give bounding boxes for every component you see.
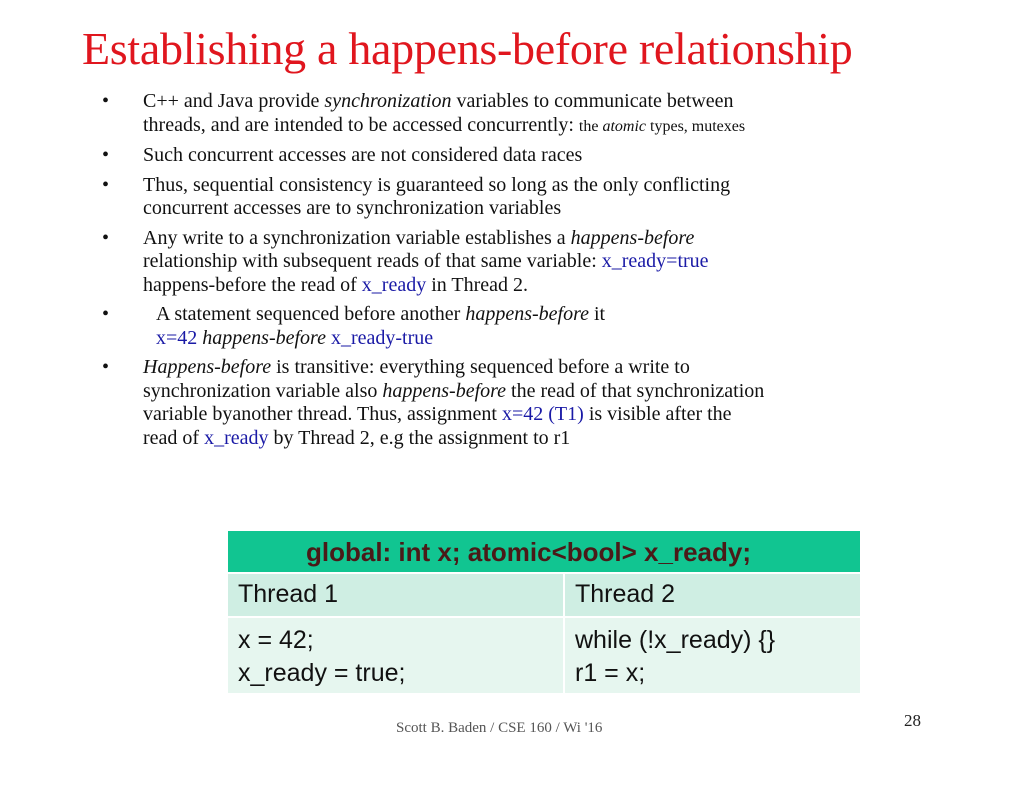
- b2-text: Such concurrent accesses are not considered data races: [143, 144, 583, 166]
- thread1-line1: x = 42;: [238, 626, 314, 654]
- b6-code2: x_ready: [204, 426, 269, 449]
- bullet-item-4: [102, 227, 942, 298]
- b1-pre: C++ and Java provide: [143, 90, 325, 112]
- b5-code1: x=42: [156, 326, 198, 349]
- bullet-dot: •: [102, 303, 110, 325]
- b1-post2: threads, and are intended to be accessed concurrently:: [143, 113, 579, 136]
- thread1-code: [228, 618, 565, 693]
- b1-small-pre: the: [578, 117, 603, 135]
- slide-title: Establishing a happens-before relationship: [82, 23, 853, 74]
- b4-line3-pre: happens-before the read of: [143, 273, 362, 296]
- b1-em: synchronization: [324, 90, 452, 112]
- b5-code2: x_ready-true: [330, 326, 434, 349]
- thread1-line2: x_ready = true;: [238, 659, 406, 687]
- bullet-item-2: [102, 144, 942, 168]
- table-header-row: [228, 531, 860, 574]
- bullet-item-6: [102, 356, 942, 450]
- b6-code1: x=42 (T1): [501, 403, 584, 425]
- b5-post: it: [589, 303, 606, 325]
- b6-em: Happens-before: [143, 356, 272, 378]
- table-code-row: [228, 618, 860, 693]
- table-title-row: [228, 574, 860, 618]
- b6-line2-pre: synchronization variable also: [143, 379, 383, 402]
- bullet-list: [102, 90, 942, 456]
- b6-line2-post: the read of that synchronization: [506, 379, 765, 402]
- bullet-dot: •: [102, 173, 110, 196]
- b1-small-post: types, mutexes: [646, 117, 746, 135]
- b6-line4-post: by Thread 2, e.g the assignment to r1: [268, 426, 571, 449]
- b6-line3-post: is visible after the: [583, 403, 732, 425]
- bullet-item-1: [102, 90, 942, 138]
- b4-line3-post: in Thread 2.: [426, 273, 529, 296]
- b6-line4-pre: read of: [143, 426, 205, 449]
- thread2-line1: while (!x_ready) {}: [575, 626, 776, 654]
- thread2-title: Thread 2: [575, 580, 676, 608]
- b5-em2: happens-before: [197, 326, 331, 349]
- bullet-item-5: [102, 303, 942, 350]
- thread2-line2: r1 = x;: [575, 659, 646, 687]
- bullet-dot: •: [102, 226, 110, 249]
- b6-line3-pre: variable byanother thread. Thus, assignment: [143, 403, 502, 425]
- b1-small-em: atomic: [602, 117, 647, 135]
- b3-line1: Thus, sequential consistency is guaranteed so long as the only conflicting: [143, 173, 731, 196]
- bullet-dot: •: [102, 356, 110, 378]
- code-table: [228, 531, 860, 693]
- bullet-dot: •: [102, 144, 110, 166]
- b4-code1: x_ready=true: [601, 250, 709, 272]
- page-number: 28: [904, 711, 921, 730]
- table-header-text: global: int x; atomic<bool> x_ready;: [306, 537, 751, 567]
- b5-em: happens-before: [465, 303, 589, 325]
- b6-em2: happens-before: [382, 379, 507, 402]
- b3-line2: concurrent accesses are to synchronization variables: [143, 197, 562, 219]
- b4-em: happens-before: [570, 226, 695, 249]
- b5-pre: A statement sequenced before another: [156, 303, 466, 325]
- b6-line1: is transitive: everything sequenced before a write to: [271, 356, 690, 378]
- thread2-code: [565, 618, 860, 693]
- bullet-dot: •: [102, 90, 110, 112]
- thread1-title: Thread 1: [228, 574, 565, 616]
- b4-line2: relationship with subsequent reads of that same variable:: [143, 250, 602, 272]
- b4-pre: Any write to a synchronization variable establishes a: [143, 226, 571, 249]
- bullet-item-3: [102, 174, 942, 221]
- slide-footer: Scott B. Baden / CSE 160 / Wi '16: [396, 720, 603, 736]
- b1-post1: variables to communicate between: [451, 90, 734, 112]
- b4-code2: x_ready: [361, 273, 427, 296]
